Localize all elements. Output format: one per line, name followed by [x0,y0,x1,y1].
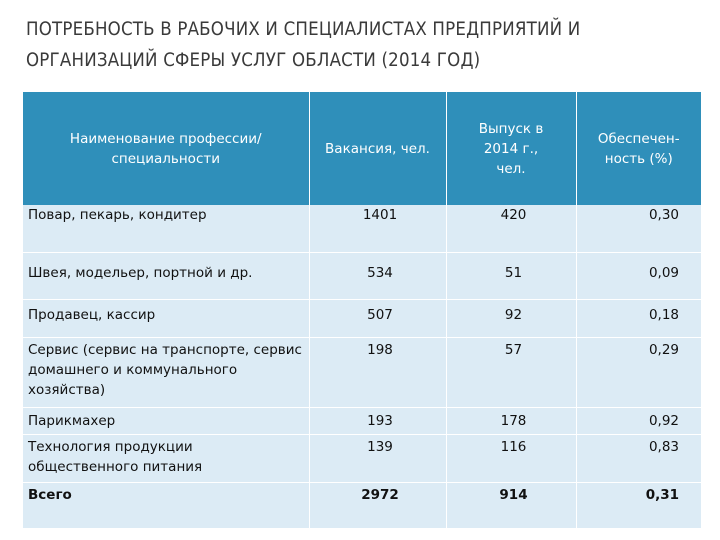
cell-total-coverage: 0,31 [576,482,701,528]
cell-coverage: 0,18 [576,299,701,337]
cell-coverage: 0,09 [576,252,701,299]
cell-coverage: 0,30 [576,205,701,252]
header-graduates: Выпуск в 2014 г., чел. [446,92,576,205]
header-coverage: Обеспечен-ность (%) [576,92,701,205]
table-total-row [23,482,701,528]
demand-table [23,92,701,529]
cell-vacancies: 534 [309,252,446,299]
cell-vacancies: 198 [309,337,446,407]
table-header-row [23,92,701,205]
title-line-2: ОРГАНИЗАЦИЙ СФЕРЫ УСЛУГ ОБЛАСТИ (2014 ГОД) [26,50,481,71]
cell-profession: Парикмахер [23,407,309,434]
cell-vacancies: 1401 [309,205,446,252]
table-row [23,205,701,252]
cell-coverage: 0,83 [576,434,701,482]
table-row [23,434,701,482]
cell-profession: Продавец, кассир [23,299,309,337]
header-vacancies: Вакансия, чел. [309,92,446,205]
cell-vacancies: 139 [309,434,446,482]
cell-profession: Швея, модельер, портной и др. [23,252,309,299]
page-title [26,14,706,76]
cell-graduates: 92 [446,299,576,337]
cell-graduates: 116 [446,434,576,482]
cell-profession: Сервис (сервис на транспорте, сервис домашнего и коммунального хозяйства) [23,337,309,407]
cell-graduates: 57 [446,337,576,407]
cell-total-graduates: 914 [446,482,576,528]
cell-profession: Технология продукции общественного питания [23,434,309,482]
cell-profession: Повар, пекарь, кондитер [23,205,309,252]
title-line-1: ПОТРЕБНОСТЬ В РАБОЧИХ И СПЕЦИАЛИСТАХ ПРЕДПРИЯТИЙ И [26,19,581,40]
table-row [23,337,701,407]
cell-vacancies: 193 [309,407,446,434]
cell-total-vacancies: 2972 [309,482,446,528]
cell-graduates: 51 [446,252,576,299]
cell-vacancies: 507 [309,299,446,337]
table-row [23,252,701,299]
cell-coverage: 0,29 [576,337,701,407]
cell-graduates: 178 [446,407,576,434]
header-profession: Наименование профессии/специальности [23,92,309,205]
table-row [23,407,701,434]
cell-coverage: 0,92 [576,407,701,434]
cell-graduates: 420 [446,205,576,252]
cell-total-label: Всего [23,482,309,528]
table-row [23,299,701,337]
